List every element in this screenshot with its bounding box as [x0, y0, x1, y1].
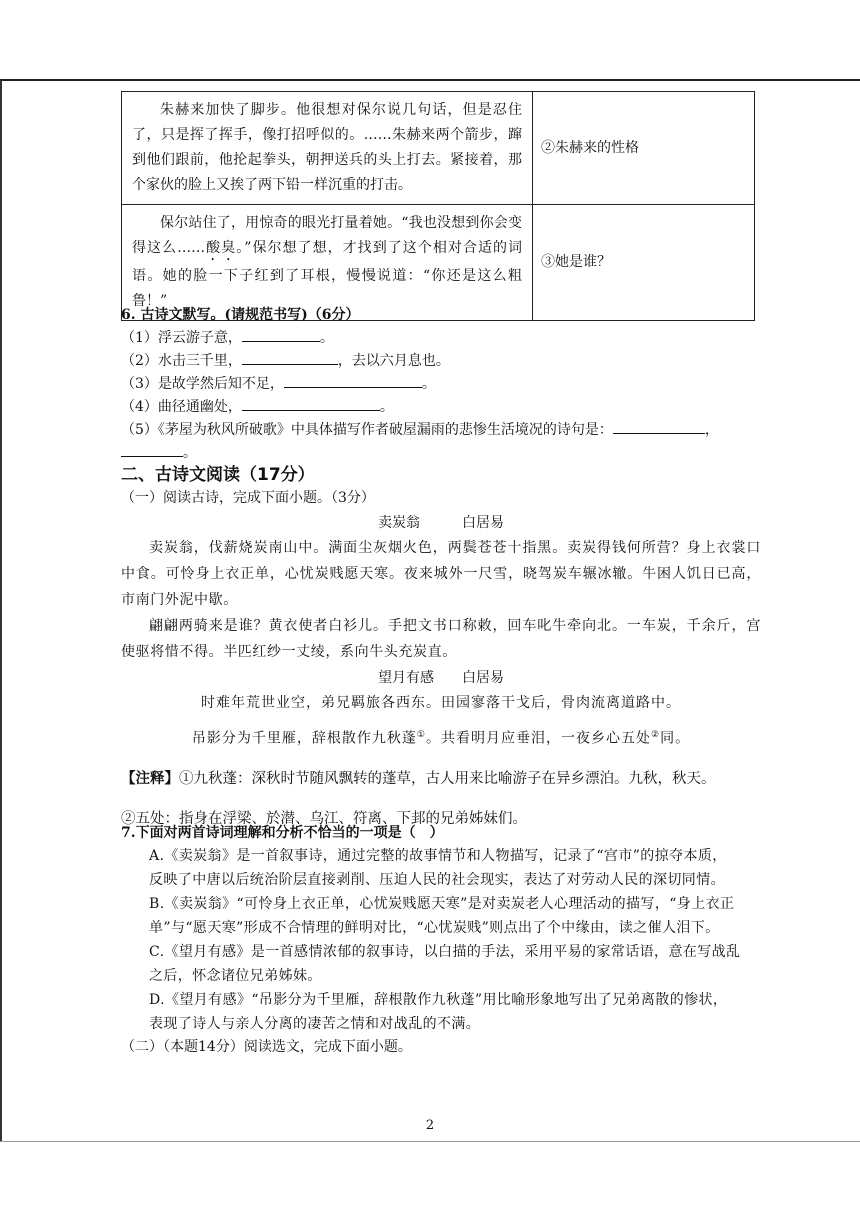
poem-title: 望月有感 白居易: [378, 670, 504, 686]
fill-line: （5）《茅屋为秋风所破歌》中具体描写作者破屋漏雨的悲惨生活境况的诗句是： ，: [121, 418, 761, 441]
poem-paragraph: 翩翩两骑来是谁？黄衣使者白衫儿。手把文书口称敕，回车叱牛牵向北。一车炭，千余斤，宫使驱将惜不得。半匹红纱一丈绫，系向牛头充炭直。: [121, 618, 761, 660]
poem-line: 吊影分为千里雁，辞根散作九秋蓬①。共看明月应垂泪，一夜乡心五处②同。: [191, 730, 691, 747]
page-bottom-border: [0, 1141, 860, 1142]
dotted-word: 酸臭: [205, 240, 237, 256]
answer-blank[interactable]: [242, 395, 380, 411]
table-row: [122, 92, 755, 205]
section-heading: 二、古诗文阅读（17分）: [121, 465, 315, 485]
fill-line: （1）浮云游子意， 。: [121, 326, 761, 349]
page-number: 2: [425, 1118, 435, 1133]
option-b[interactable]: B.《卖炭翁》“可怜身上衣正单，心忧炭贱愿天寒”是对卖炭老人心理活动的描写，“身上衣正单”与“愿天寒”形成不合情理的鲜明对比，“心忧炭贱”则点出了个中缘由，读之催人泪下。: [149, 896, 735, 936]
table-passage: 朱赫来加快了脚步。他很想对保尔说几句话，但是忍住了，只是挥了挥手，像打招呼似的。……朱赫来两个箭步，蹿到他们跟前，他抡起拳头，朝押送兵的头上打去。紧接着，那个家伙的脸上又挨了两下铅一样沉重的打击。: [122, 92, 533, 205]
answer-blank[interactable]: [242, 349, 338, 365]
answer-blank[interactable]: [121, 441, 183, 457]
page-left-border: [0, 80, 2, 1142]
section-ancient-poetry: [121, 460, 761, 830]
question-7: [121, 822, 761, 1058]
answer-blank[interactable]: [613, 418, 705, 434]
fill-line: （2）水击三千里， ，去以六月息也。: [121, 349, 761, 372]
table-question: ②朱赫来的性格: [533, 92, 755, 205]
option-c[interactable]: C.《望月有感》是一首感情浓郁的叙事诗，以白描的手法，采用平易的家常话语，意在写战乱之后，怀念诸位兄弟姊妹。: [149, 944, 741, 984]
reading-table: [121, 91, 755, 321]
subsection-title: （一）阅读古诗，完成下面小题。（3分）: [121, 490, 375, 506]
poem-title: 卖炭翁 白居易: [378, 515, 504, 531]
page-top-border: [0, 79, 860, 81]
annotation: 【注释】①九秋蓬：深秋时节随风飘转的蓬草，古人用来比喻游子在异乡漂泊。九秋，秋天。: [121, 769, 716, 787]
question-6: [121, 304, 761, 464]
annotation-label: 【注释】: [121, 769, 179, 787]
option-d[interactable]: D.《望月有感》“吊影分为千里雁，辞根散作九秋蓬”用比喻形象地写出了兄弟离散的惨状，表现了诗人与亲人分离的凄苦之情和对战乱的不满。: [149, 992, 728, 1032]
annotation: ②五处：指身在浮梁、於潜、乌江、符离、下邽的兄弟姊妹们。: [121, 810, 527, 827]
question-title: 6. 古诗文默写。(请规范书写)（6分）: [121, 307, 360, 323]
poem-paragraph: 卖炭翁，伐薪烧炭南山中。满面尘灰烟火色，两鬓苍苍十指黑。卖炭得钱何所营？身上衣裳口中食。可怜身上衣正单，心忧炭贱愿天寒。夜来城外一尺雪，晓驾炭车辗冰辙。牛困人饥日已高，市南门外泥中歇。: [121, 540, 761, 608]
fill-line: （4）曲径通幽处， 。: [121, 395, 761, 418]
subsection-title: （二）（本题14分）阅读选文，完成下面小题。: [121, 1039, 412, 1055]
poem-line: 时难年荒世业空，弟兄羁旅各西东。田园寥落干戈后，骨肉流离道路中。: [201, 695, 681, 711]
option-a[interactable]: A.《卖炭翁》是一首叙事诗，通过完整的故事情节和人物描写，记录了“宫市”的掠夺本质，反映了中唐以后统治阶层直接剥削、压迫人民的社会现实，表达了对劳动人民的深切同情。: [149, 848, 727, 888]
question-title: 7.下面对两首诗词理解和分析不恰当的一项是（ ）: [121, 825, 444, 841]
answer-blank[interactable]: [242, 326, 320, 342]
fill-line: 。: [121, 441, 761, 464]
table-question: ③她是谁？: [533, 205, 755, 321]
fill-line: （3）是故学然后知不足， 。: [121, 372, 761, 395]
table-passage: 保尔站住了，用惊奇的眼光打量着她。“我也没想到你会变得这么……酸臭。”保尔想了想，才找到了这个相对合适的词语。她的脸一下子红到了耳根，慢慢说道：“你还是这么粗鲁！”: [122, 205, 533, 321]
answer-blank[interactable]: [284, 372, 422, 388]
